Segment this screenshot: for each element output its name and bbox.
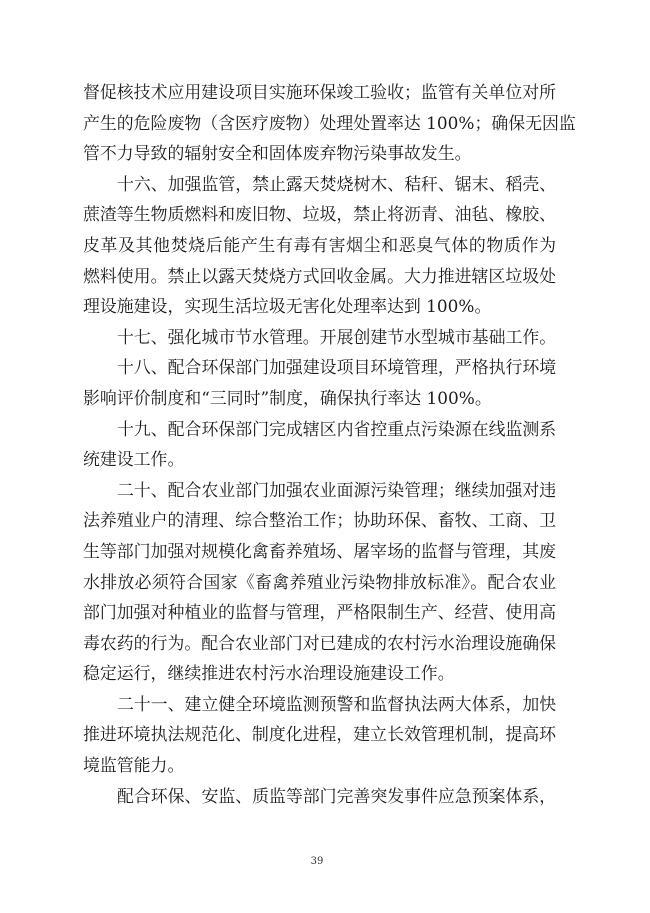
text-line: 影响评价制度和“三同时”制度，确保执行率达 100%。	[83, 387, 492, 408]
text-line: 理设施建设，实现生活垃圾无害化处理率达到 100%。	[83, 296, 492, 317]
paragraph-emergency-plan	[83, 781, 556, 812]
text-line: 部门加强对种植业的监督与管理，严格限制生产、经营、使用高	[83, 602, 556, 623]
text-line: 十八、配合环保部门加强建设项目环境管理，严格执行环境	[117, 357, 557, 378]
text-line: 燃料使用。禁止以露天焚烧方式回收金属。大力推进辖区垃圾处	[83, 265, 556, 286]
paragraph-item-20	[83, 475, 556, 689]
text-line: 十九、配合环保部门完成辖区内省控重点污染源在线监测系	[117, 418, 557, 439]
text-line: 二十一、建立健全环境监测预警和监督执法两大体系，加快	[117, 693, 557, 714]
text-line: 稳定运行，继续推进农村污水治理设施建设工作。	[83, 663, 455, 684]
text-line: 水排放必须符合国家《畜禽养殖业污染物排放标准》。配合农业	[83, 571, 556, 592]
paragraph-item-21	[83, 689, 556, 781]
text-line: 皮革及其他焚烧后能产生有毒有害烟尘和恶臭气体的物质作为	[83, 234, 556, 255]
text-line: 产生的危险废物（含医疗废物）处理处置率达 100%；确保无因监	[83, 112, 576, 133]
text-line: 配合环保、安监、质监等部门完善突发事件应急预案体系，	[117, 785, 557, 806]
text-line: 法养殖业户的清理、综合整治工作；协助环保、畜牧、工商、卫	[83, 510, 556, 531]
text-line: 督促核技术应用建设项目实施环保竣工验收；监管有关单位对所	[83, 82, 556, 102]
text-line: 十六、加强监管，禁止露天焚烧树木、秸秆、锯末、稻壳、	[117, 173, 557, 194]
text-line: 二十、配合农业部门加强农业面源污染管理；继续加强对违	[117, 479, 557, 500]
body-text	[83, 77, 576, 811]
paragraph-item-18	[83, 352, 556, 413]
paragraph-item-16	[83, 169, 556, 322]
text-line: 推进环境执法规范化、制度化进程，建立长效管理机制，提高环	[83, 724, 556, 745]
text-line: 蔗渣等生物质燃料和废旧物、垃圾，禁止将沥青、油毡、橡胶、	[83, 204, 556, 225]
paragraph-item-19	[83, 414, 556, 475]
page-number: 39	[310, 856, 324, 867]
text-line: 毒农药的行为。配合农业部门对已建成的农村污水治理设施确保	[83, 632, 556, 653]
text-line: 境监管能力。	[83, 755, 185, 776]
paragraph-continuation	[83, 77, 576, 169]
text-line: 统建设工作。	[83, 449, 185, 470]
text-line: 十七、强化城市节水管理。开展创建节水型城市基础工作。	[117, 326, 557, 347]
text-line: 生等部门加强对规模化禽畜养殖场、屠宰场的监督与管理，其废	[83, 540, 556, 561]
text-line: 管不力导致的辐射安全和固体废弃物污染事故发生。	[83, 143, 472, 164]
paragraph-item-17	[83, 322, 556, 353]
